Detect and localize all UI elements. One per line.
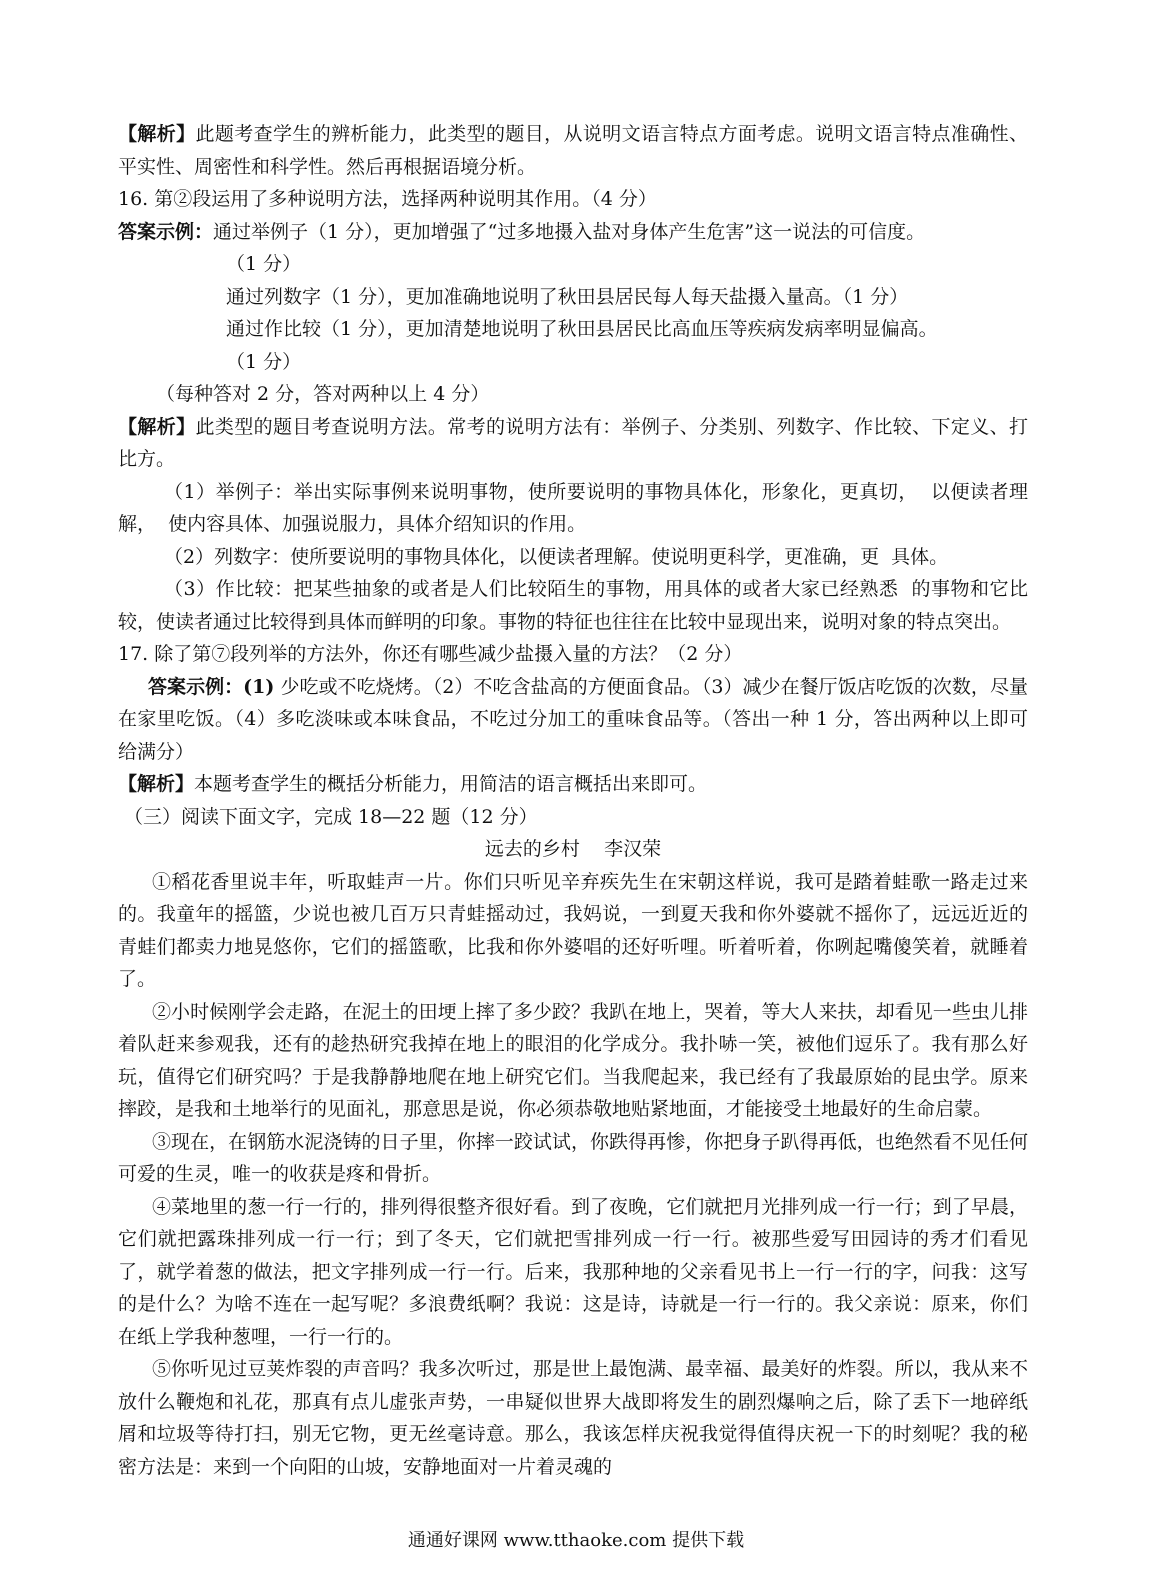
answer-label: 答案示例： — [118, 220, 214, 243]
answer-16-line-3b: （1 分） — [226, 350, 302, 373]
answer-16-line-2: 通过列数字（1 分），更加准确地说明了秋田县居民每人每天盐摄入量高。（1 分） — [226, 285, 909, 308]
page-footer: 通通好课网 www.tthaoke.com 提供下载 — [407, 1530, 745, 1551]
answer-16-line-3: 通过作比较（1 分），更加清楚地说明了秋田县居民比高血压等疾病发病率明显偏高。 — [226, 318, 938, 340]
analysis-paragraph-1 — [118, 118, 1028, 183]
article-paragraph-2: ②小时候刚学会走路，在泥土的田埂上摔了多少跤？我趴在地上，哭着，等大人来扶，却看见一些虫儿排着队赶来参观我，还有的趁热研究我掉在地上的眼泪的化学成分。我扑哧一笑，被他们逗乐了。我有那么好玩，值得它们研究吗？于是我静静地爬在地上研究它们。当我爬起来，我已经有了我最原始的昆虫学。原来摔跤，是我和土地举行的见面礼，那意思是说，你必须恭敬地贴紧地面，才能接受土地最好的生命启蒙。 — [118, 1000, 1028, 1120]
question-16: 16. 第②段运用了多种说明方法，选择两种说明其作用。（4 分） — [118, 188, 657, 210]
answer-16-line-1b: （1 分） — [226, 253, 302, 275]
analysis-tag: 【解析】 — [118, 123, 196, 145]
analysis-paragraph-2 — [118, 411, 1028, 476]
article-paragraph-1: ①稻花香里说丰年，听取蛙声一片。你们只听见辛弃疾先生在宋朝这样说，我可是踏着蛙歌一路走过来的。我童年的摇篮，少说也被几百万只青蛙摇动过，我妈说，一到夏天我和你外婆就不摇你了，远远近近的青蛙们都卖力地晃悠你，它们的摇篮歌，比我和你外婆唱的还好听哩。听着听着，你咧起嘴傻笑着，就睡着了。 — [118, 870, 1028, 990]
article-paragraph-4: ④菜地里的葱一行一行的，排列得很整齐很好看。到了夜晚，它们就把月光排列成一行一行；到了早晨，它们就把露珠排列成一行一行；到了冬天，它们就把雪排列成一行一行。被那些爱写田园诗的秀才们看见了，就学着葱的做法，把文字排列成一行一行。后来，我那种地的父亲看见书上一行一行的字，问我：这写的是什么？为啥不连在一起写呢？多浪费纸啊？我说：这是诗，诗就是一行一行的。我父亲说：原来，你们在纸上学我种葱哩，一行一行的。 — [118, 1195, 1028, 1348]
answer-17 — [118, 671, 1028, 769]
question-17: 17. 除了第⑦段列举的方法外，你还有哪些减少盐摄入量的方法？（2 分） — [118, 643, 743, 665]
analysis-text: 此类型的题目考查说明方法。常考的说明方法有：举例子、分类别、列数字、作比较、下定义、打比方。 — [118, 415, 1028, 470]
analysis-text: 本题考查学生的概括分析能力，用简洁的语言概括出来即可。 — [194, 773, 708, 795]
analysis-tag: 【解析】 — [118, 415, 196, 438]
article-title: 远去的乡村 李汉荣 — [484, 838, 662, 860]
answer-label: 答案示例：(1) — [148, 675, 275, 698]
article-paragraph-5: ⑤你听见过豆荚炸裂的声音吗？我多次听过，那是世上最饱满、最幸福、最美好的炸裂。所以，我从来不放什么鞭炮和礼花，那真有点儿虚张声势，一串疑似世界大战即将发生的剧烈爆响之后，除了丢下一地碎纸屑和垃圾等待打扫，别无它物，更无丝毫诗意。那么，我该怎样庆祝我觉得值得庆祝一下的时刻呢？我的秘密方法是：来到一个向阳的山坡，安静地面对一片着灵魂的 — [118, 1358, 1028, 1478]
analysis-paragraph-3 — [118, 768, 1028, 801]
document-page — [118, 118, 1028, 1483]
answer-text: 少吃或不吃烧烤。（2）不吃含盐高的方便面食品。（3）减少在餐厅饭店吃饭的次数，尽量在家里吃饭。（4）多吃淡味或本味食品，不吃过分加工的重味食品等。（答出一种 1 分，答出两种以上即可给满分） — [118, 675, 1029, 763]
analysis-item-1: （1）举例子：举出实际事例来说明事物，使所要说明的事物具体化，形象化，更真切， 以便读者理解， 使内容具体、加强说服力，具体介绍知识的作用。 — [118, 480, 1028, 535]
analysis-item-3: （3）作比较：把某些抽象的或者是人们比较陌生的事物，用具体的或者大家已经熟悉 的事物和它比较，使读者通过比较得到具体而鲜明的印象。事物的特征也往往在比较中显现出来，说明对象的特点突出。 — [118, 578, 1028, 633]
analysis-tag: 【解析】 — [118, 773, 195, 795]
analysis-text: 此题考查学生的辨析能力，此类型的题目，从说明文语言特点方面考虑。说明文语言特点准确性、平实性、周密性和科学性。然后再根据语境分析。 — [118, 123, 1028, 178]
analysis-item-2: （2）列数字：使所要说明的事物具体化，以便读者理解。使说明更科学，更准确，更 具体。 — [164, 545, 949, 568]
scoring-note: （每种答对 2 分，答对两种以上 4 分） — [156, 383, 490, 405]
section-heading: （三）阅读下面文字，完成 18—22 题（12 分） — [124, 805, 538, 828]
answer-16-line-1 — [118, 216, 1028, 249]
article-paragraph-3: ③现在，在钢筋水泥浇铸的日子里，你摔一跤试试，你跌得再惨，你把身子趴得再低，也绝然看不见任何可爱的生灵，唯一的收获是疼和骨折。 — [118, 1130, 1028, 1185]
answer-text: 通过举例子（1 分），更加增强了“过多地摄入盐对身体产生危害”这一说法的可信度。 — [213, 220, 926, 243]
